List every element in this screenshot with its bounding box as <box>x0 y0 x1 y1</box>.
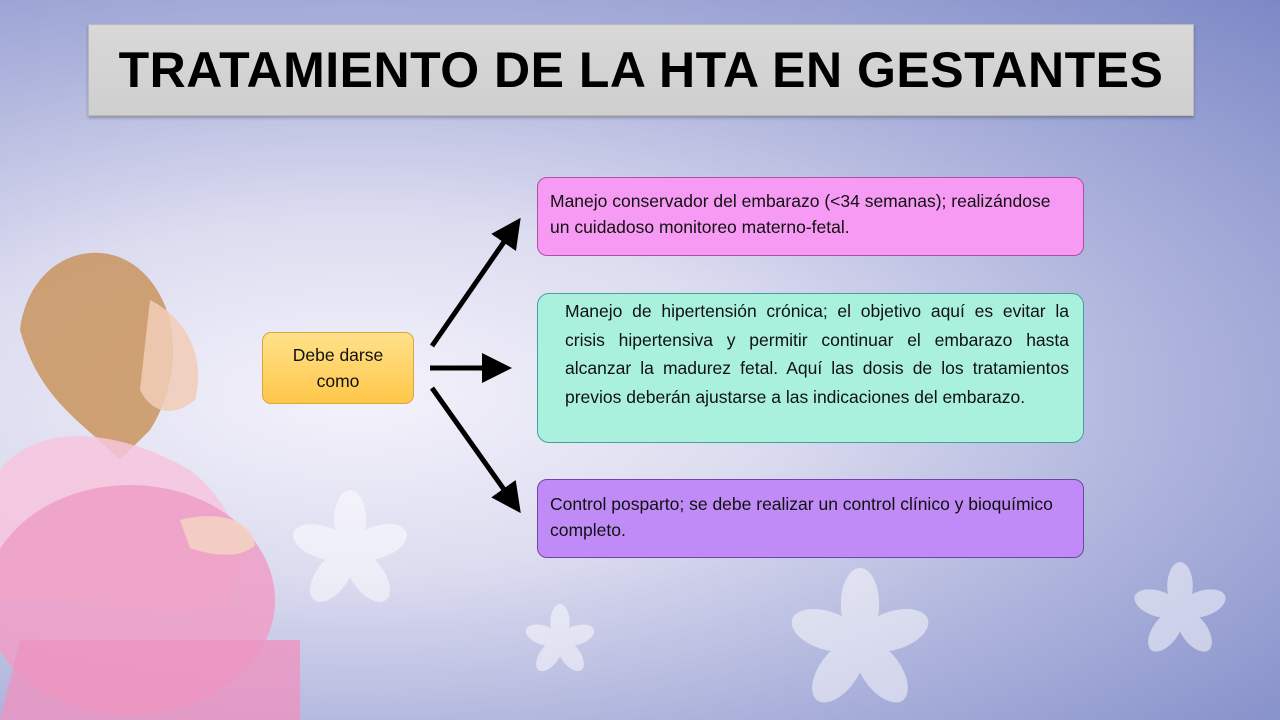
branch-text-chronic-hypertension: Manejo de hipertensión crónica; el objetivo aquí es evitar la crisis hipertensiva y permitir continuar el embarazo hasta alcanzar la madurez fetal. Aquí las dosis de los tratamientos previos deberán ajustarse a las indicaciones del embarazo. <box>565 301 1069 407</box>
branch-text-postpartum: Control posparto; se debe realizar un control clínico y bioquímico completo. <box>550 494 1053 540</box>
slide-title: TRATAMIENTO DE LA HTA EN GESTANTES <box>118 42 1164 98</box>
woman-face <box>140 300 198 411</box>
title-box <box>88 24 1194 116</box>
branch-box-conservative <box>537 177 1084 256</box>
center-node-label: Debe darse como <box>292 345 384 391</box>
center-node <box>262 332 414 404</box>
woman-legs <box>0 640 300 720</box>
branch-box-postpartum <box>537 479 1084 558</box>
branch-box-chronic-hypertension <box>537 293 1084 443</box>
branch-text-conservative: Manejo conservador del embarazo (<34 semanas); realizándose un cuidadoso monitoreo materno-fetal. <box>550 191 1051 237</box>
